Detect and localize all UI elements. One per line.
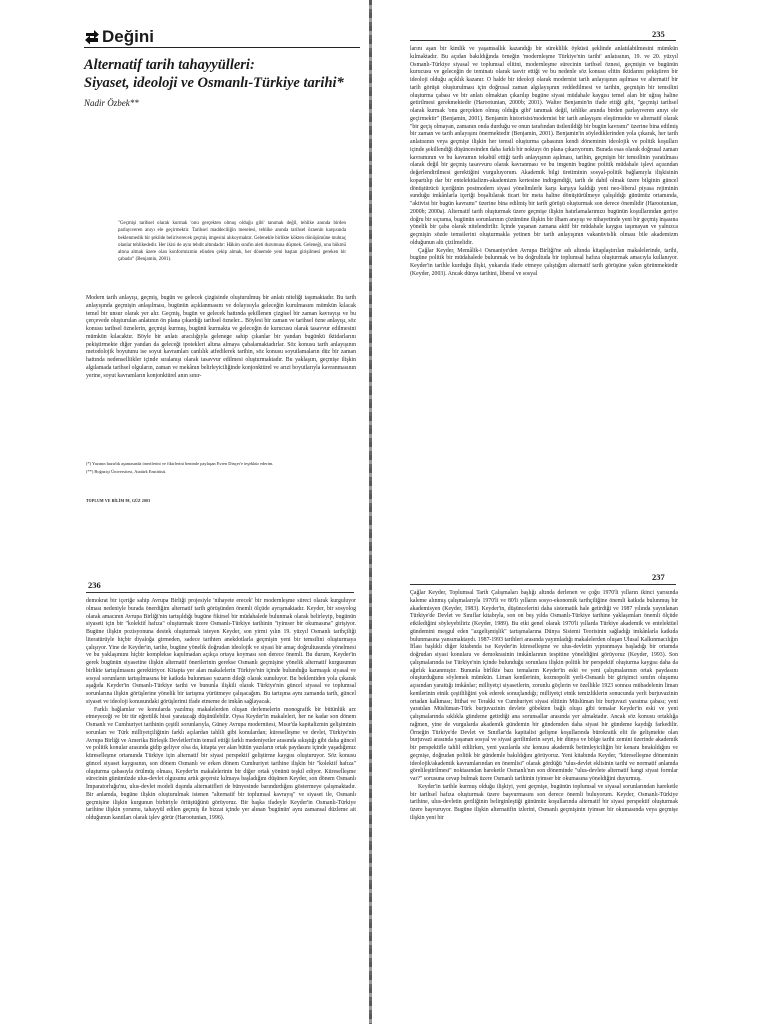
footnote-2: (**) Boğaziçi Üniversitesi, Atatürk Enstitüsü. [86,468,167,474]
paragraph: larını aşan bir kimlik ve yaşamsallık kazandığı bir süreklilik öyküsü şeklinde anlatılabilmesini mümkün kılmaktadır. Bu açıdan bakıldığında örneğin 'modernleşme Türkiye'nin tarihi' anlatısının, 19. ve 20. yüzyıl Osmanlı-Türkiye siyasal ve toplumsal elitini, modernleşme sürecinin tarihsel öznesi, geçmişin ve bugünün kurucusu ve geleceğin de teminatı olarak tasvir ettiği ve bu nedenle söz konusu elitin iktidarını pekiştiren bir ideoloji olduğu açıklık kazanır. O halde bir ideoloji olarak modernist tarih anlayışının aşılması ve alternatif bir tarih görüşü oluşturulması için doğrusal zaman algılayışının reddedilmesi ve tarihin, geçmişin bir temsilini oluşturma çabası ve bir anlatı olmaktan çıkarılıp bugüne siyasi müdahale kaygısı temel alan bir uğraş haline getirilmesi gerekmektedir (Harootunian, 2000b; 2001). Walter Benjamin'in ifade ettiği gibi, "geçmişi tarihsel olarak kurmak 'onu gerçekten olmuş olduğu gibi' tanımak değil, tehlike anında birden parlayıveren anıyı ele geçirmektir" (Benjamin, 2001). Benjamin historisist/modernist bir tarih anlayışını eleştirmekte ve alternatif olarak "bir geçiş olmayan, zamanın onda durduğu ve onun tarafından üstlenildiği bir bugün kavramı" üzerine bina edilmiş bir zaman ve tarih anlayışını önermektedir (Benjamin, 2001). Benjamin'in söylediklerinden yola çıkarak, her tarih anlatısının veya geçmişe ilişkin her temsil oluşturma çabasının kendi döneminin ideolojik ve politik koşulları içinde şekillendiği düşüncesinden daha farklı bir noktayı ön plana çıkarıyorum. Burada esas olarak doğrusal zaman kavramının ve bu kavramın tekabül ettiği tarih anlayışının aşılması, tarihin, geçmişin bir temsilinin yaratılması olarak değil bir geçmiş tasavvuru olarak kavranması ve bu imgenin bugüne politik müdahale işlevi açısından değerlendirilmesi gerektiğini vurguluyorum. Akademik bilgi üretiminin sosyal-politik bağlamıyla ilişkisinin kopartılıp dar bir entelektüalizm-akademizm kertesine indirgendiği, tarih de dahil olmak üzere bilginin güncel dönüştürücü içeriğinin postmodern siyasi yönelimlerle karşı karşıya kaldığı yeni neo-liberal piyasa rejiminin sunduğu imkânlarla içeriği boşaltılarak ticari bir meta haline dönüştürülmeye çalışıldığı günümüz ortamında, "aktivist bir bugün kavramı" üzerine bina edilmiş bir tarih görüşü oluşturmak son derece önemlidir (Harootunian, 2000b; 2000a). Alternatif tarih oluşturmak üzere geçmişe ilişkin hatırlamalarımızı bugünün koşullarından geriye doğru bir sıçrama, bugünün sorunlarının çözümüne ilişkin bir ilham arayışı ve nihayetinde yeni bir geçmiş inşasına yönelik bir çaba olarak nitelendirilir. İçinde yaşanan zamana aktif bir müdahale kaygısı taşımayan ve yalnızca geçmişin sözde temsilerini oluşturmakla yetinen bir tarih anlayışının vakanüvislik olması bile akademizm olduğunun altı çizilmelidir. [410,46,678,246]
article-title [84,56,364,92]
body-text [410,590,678,823]
footnote-1: (*) Yazının hazırlık aşamasında önerilerini ve fikirlerini benimle paylaşan Evren Dinçer'e teşekkür ederim. [86,461,274,466]
footnotes [86,461,356,476]
header-rule [86,592,354,593]
body-text [410,46,678,279]
author-name: Nadir Özbek** [84,98,139,108]
page-234 [0,0,384,560]
paragraph: Keyder'in tarihle kurmuş olduğu ilişkiyi, yeni geçmişe, bugünün toplumsal ve siyasal sorunlarından hareketle bir tarihsel hafıza oluşturmak üzere başvurmasını son derece önemli buluyorum. Keyder, Osmanlı-Türkiye tarihine, ulus-devletin geriliğinin belirginleştiği günümüz koşullarında alternatif bir siyasi perspektif oluşturmak üzere başvuruyor. Bugüne ilişkin alternatifin izlerini, Osmanlı geçmişinin iyimser bir okumasında veya geçmişe ilişkin yeni bir [410,783,678,821]
arrows-logo-icon [84,29,100,45]
page-237 [384,560,768,1024]
epigraph-quote: "Geçmişi tarihsel olarak kurmak 'onu gerçekten olmuş olduğu gibi' tanımak değil, tehlike anında birden parlayıveren anıyı ele geçirmektir. Tarihsel maddeciliğin meselesi, tehlike anında tarihsel öznenin karşısında beklenmedik bir şekilde beliriverecek geçmiş imgesini alıkoymaktır. Gelenekle birlikte kökten dönüşümüne muhtaç olanlar tehlikededir. Her ikisi de aynı tehdit altındadır: Hâkim sınıfın aleti durumuna düşmek. Geleneği, onu hükmü altına almak üzere olan konformizmin elinden çekip almak, her dönemde yeni baştan girişilmesi gereken bir çabadır" (Benjamin, 2001). [118,221,346,263]
paragraph: Çağlar Keyder, Toplumsal Tarih Çalışmaları başlığı altında derlenen ve çoğu 1970'li yılların ikinci yarısında kaleme alınmış çalışmalarıyla 1970'li ve 80'li yılların sosyo-ekonomik tarihçiliğine önemli katkıda bulunmuş bir akademisyen (Keyder, 1983). Keyder'in, düşüncelerini daha sistematik hale getirdiği ve 1987 yılında yayınlanan Türkiye'de Devlet ve Sınıflar kitabıyla, son on beş yılda Osmanlı-Türkiye tarihine yaklaşımları önemli ölçüde etkilediğini söyleyebiliriz (Keyder, 1989). Bu etki genel olarak 1970'li yıllarda Türkiye akademik ve entelektüel gündemini meşgul eden "azgelişmişlik" tartışmalarına Dünya Sistemi Teorisinin sağladığı imkânlarla katkıda bulunmasına yansımaktaydı. 1987-1993 tarihleri arasında yayımladığı makalelerden oluşan Ulusal Kalkınmacılığın İflası başlıklı diğer kitabında ise Keyder'in küreselleşme ve ulus-devletin yıpranmaya başladığı bir ortamda doğrudan siyasi konulara ve demokrasinin imkânlarının tespitine yöneldiğini görüyoruz (Keyder, 1993). Son çalışmalarında ise Türkiye'nin içinde bulunduğu sorunlara ilişkin politik bir perspektif oluşturma kaygısı daha da ağırlık kazanmıştır. Bununla birlikte bazı temaların Keyder'in eski ve yeni çalışmalarının ortak paydasını oluşturduğunu söylemek mümkün. Liman kentlerinin, kozmopolit yerli-Osmanlı bir girişimci sınıfın oluşumu açısından yarattığı imkânlar; milliyetçi siyasetlerin, zorunlu göçlerin ve özellikle 1923 sonrası mübadelenin liman kentlerinin etnik çeşitliliğini yok ederek sonuçlandığı; milliyetçi etnik temizliklerin sonucunda yerli burjuvazinin ortadan kalkması; İttihat ve Terakki ve Cumhuriyet siyasi elitinin Müslüman bir burjuvazi yaratma çabası; yeni yaratılan Müslüman-Türk burjuvazinin devlete göbekten bağlı oluşu gibi temalar Keyder'in eski ve yeni çalışmalarında sıklıkla gündeme getirdiği ana sorunsallar arasında yer almaktadır. Ancak söz konusu ortaklığa rağmen, yine de vurgularda akademik gündemin bir gündemden daha siyasi bir gündeme kaydığı farkedilir. Örneğin Türkiye'de Devlet ve Sınıflar'da kapitalist gelişme koşullarında bürokratik elit ile gelişmekte olan burjuvazi arasında yaşanan sosyal ve siyasi gerilimlerin seyri, bir dünya ve bölge tarihi zemini üzerinde akademik bir perspektifle tahlil edilirken, yeni yazılarda söz konusu akademik betimleyiciliğin bir kenara bırakıldığını ve geçmişe, doğrudan politik bir gündemle bakıldığını görüyoruz. Yeni kitabında Keyder, "küreselleşme döneminin ideolojik/akademik kavramlarından en önemlisi" olarak gördüğü "ulus-devlet eklisinin tarihi ve normatif anlamda görelileştirilmesi" noktasından hareketle Osmanlı'nın son döneminde "ulus-devlete alternatif hangi siyasi formlar var?" sorusuna cevap bulmak üzere Osmanlı tarihinin iyimser bir okumasına yöneldiğini duyurmuş. [410,590,678,782]
section-header [84,27,360,48]
article-title-line-2: Siyaset, ideoloji ve Osmanlı-Türkiye tarihi* [84,75,344,91]
article-title-line-1: Alternatif tarih tahayyülleri: [84,57,255,73]
paragraph: Çağlar Keyder, Memâlik-i Osmaniye'den Avrupa Birliği'ne adı altında kitaplaştırılan makalelerinde, tarihi, bugüne politik bir müdahalede bulunmak ve bu doğrultuda bir toplumsal hafıza oluşturmak amacıyla kullanıyor. Keyder'in tarihle kurduğu ilişki, yukarıda ifade etmeye çalıştığım alternatif tarih görüşüne yakın görünmektedir (Keyder, 2003). Ancak dünya tarihini, liberal ve sosyal [410,247,678,277]
header-rule [410,40,676,41]
page-235 [384,0,768,560]
paragraph: Farklı bağlamlar ve konularda yazılmış makalelerden oluşan derlemelerin monografik bir bütünlük arz etmeyeceği ve bir tür eğretilik hissi yaratacağı düşünülebilir. Oysa Keyder'in makaleleri, her ne kadar son dönem Osmanlı ve Cumhuriyet tarihinin çeşitli sorunlarıyla, Güney Avrupa modernitesi, Mısır'da kapitalizmin gelişiminin sorunları ve Türk milliyetçiliğinin farklı açılardan tahlili gibi konulardan; küreselleşme ve devlet, Türkiye'nin Avrupa Birliği ve Amerika Birleşik Devletleri'nin temsil ettiği farklı medeniyetler arasında sıkıştığı gibi daha güncel ve politik konular arasında gidip geliyor olsa da, kitapta yer alan bütün yazıların ortak paydasını içinde yaşadığımız küreselleşme ortamında Türkiye için alternatif bir siyasi perspektif geliştirme kaygısı oluşturuyor. Söz konusu güncel siyaset kaygısının, son dönem Osmanlı ve erken dönem Cumhuriyet tarihine ilişkin bir "kolektif hafıza" oluşturma çabasıyla örülmüş olması, Keyder'in makalelerinin bir diğer ortak yönünü teşkil ediyor. Küreselleşme sürecinin günümüzde ulus-devlet olgusunu artık geçersiz kılmaya başladığını düşünen Keyder, son dönem Osmanlı İmparatorluğu'nu, ulus-devlet modeli dışında alternatifleri de bünyesinde barındırdığını göstermeye çalışmaktadır. Bir anlamda, bugüne ilişkin oluşturulmak istenen "alternatif bir toplumsal kavrayış" ve siyaset ile, Osmanlı geçmişine ilişkin kurgunun birbiriyle örtüştüğünü görüyoruz. Bir başka ifadeyle Keyder'in Osmanlı-Türkiye tarihine ilişkin yorumu, tahayyül edilen geçmiş ile bizzat içinde yer alınan 'bugünün' aynı zamansal düzleme ait olduğunun kanıtları olarak işlev görür (Harootunian, 1996). [86,706,356,821]
page-number: 236 [88,580,101,590]
journal-footer: TOPLUM VE BİLİM 98, GÜZ 2003 [86,499,151,503]
header-rule [410,584,676,585]
page-number: 237 [652,572,665,582]
body-text [86,598,356,823]
body-text: Modern tarih anlayışı, geçmiş, bugün ve gelecek çizgisinde oluşturulmuş bir anlatı niteliği taşımaktadır. Bu tarih anlayışında geçmişin anlaşılması, bugünün açıklanmasını ve dolayısıyla geleceğin kurulmasını mümkün kılacak temel bir unsur olarak yer alır. Geçmiş, bugün ve gelecek hattında şekillenen çizgisel bir zaman kavrayışı ve bu çerçevede oluşturulan anlatının ön plana çıkardığı tarihsel özneler... Böylesi bir zaman ve tarihsel özne anlayışı, söz konusu tarihsel öznelerin, geçmişi kurmuş, bugünü kurmakta ve geleceğin de kurucusu olarak tasavvur edilmesini mümkün kılacaktır. Böyle bir anlatı aracılığıyla gelenege sahip çıkanlar bir yandan bugünkü iktidarlarını pekiştirmekte diğer yandan da geleceği ipotekleri altına almaya çabalamaktadırlar. Söz konusu tarih anlayışının metodolojik boyutunu ise soyut kavramları canlılık atfedilerek tarihin, söz konusu soyutlamaların düz bir zaman hattında nedenselliikler içinde sıralanışı olarak tasavvur edilmesi oluşturmaktadır. Bu yaklaşım, geçmişe ilişkin algılamada tarihsel olguların, zaman ve mekânın belirleyiciliğinde konjonktürel ve arızi boyutlarıyla kavranmasının yerine, soyut kavramların konjonktürel anın sınır- [86,295,356,379]
section-label: Değini [102,27,154,46]
paragraph: demokrat bir içeriğe sahip Avrupa Birliği projesiyle 'nihayete erecek' bir modernleşme süreci olarak kurguluyor olması nedeniyle burada önerdiğim alternatif tarih görüşünden önemli ölçüde ayrışmaktadır. Keyder, bir sosyolog olarak amacının Avrupa Birliği'nin tartışıldığı bugüne fikirsel bir müdahalede bulunmak olarak belirleyip, bugünün siyaseti için bir "kolektif hafıza" oluşturmak üzere Osmanlı-Türkiye tarihinin "iyimser bir okumasına" girişiyor. Bugüne ilişkin pozisyonuna destek oluşturmak isteyen Keyder, son yirmi yılın 19. yüzyıl Osmanlı tarihçiliği literatürüyle hiçbir diyaloğa girmeden, sadece tarihten anekdotlarla geçmişin yeni bir temsilini oluşturmaya çalışıyor. Yine de Keyder'in, tarihe, bugüne yönelik doğrudan ideolojik ve siyasi bir amaç doğrultusunda yönelmesi ve bu yaklaşımını hiçbir komplekse kapılmadan açıkça ortaya koyması son derece önemli. Bu durum, Keyder'in gerek bugünün siyasetine ilişkin alternatif önerilerinin gerekse Osmanlı geçmişine yönelik alternatif kurgusunun birlikte tartışılmasını gerektiriyor. Kitapta yer alan makalelerin Türkiye'nin içinde bulunduğu karmaşık siyasal ve sosyal sorunların tartışılmasına bir katkıda bulunması yazarın dileği olarak sunuluyor. Bu beklentiden yola çıkarak aşağıda Keyder'in Osmanlı-Türkiye tarihi ve bununla ilişkili olarak Türkiye'nin güncel siyasal ve toplumsal sorunlarına ilişkin görüşlerine yönelik bir tartışma yürütmeye çalışacağım. Bu tartışma aynı zamanda tarih, güncel siyaset ve ideoloji konusundaki görüşlerimi ifade etmeme de imkân sağlayacak. [86,598,356,705]
page-236 [0,560,384,1024]
page-number: 235 [652,29,665,39]
